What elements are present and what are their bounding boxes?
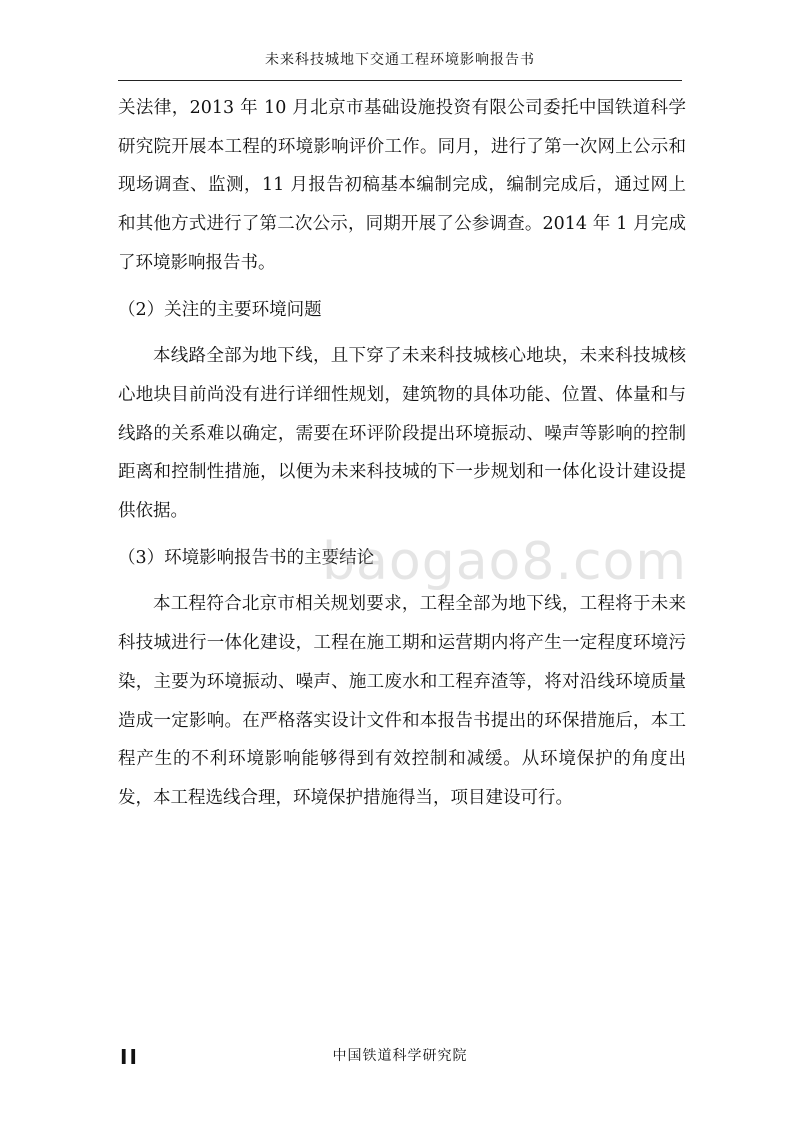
- watermark: baogao8.com: [322, 532, 688, 592]
- paragraph-3: 本工程符合北京市相关规划要求，工程全部为地下线，工程将于未来科技城进行一体化建设，工程在施工期和运营期内将产生一定程度环境污染，主要为环境振动、噪声、施工废水和工程弃渣等，将对沿线环境质量造成一定影响。在严格落实设计文件和本报告书提出的环保措施后，本工程产生的不利环境影响能够得到有效控制和减缓。从环境保护的角度出发，本工程选线合理，环境保护措施得当，项目建设可行。: [118, 594, 686, 808]
- section-heading-3: （3）环境影响报告书的主要结论: [118, 547, 375, 568]
- paragraph-1: 关法律，2013 年 10 月北京市基础设施投资有限公司委托中国铁道科学研究院开展本工程的环境影响评价工作。同月，进行了第一次网上公示和现场调查、监测，11 月报告初稿基本编制完成，编制完成后，通过网上和其他方式进行了第二次公示，同期开展了公参调查。2014 年 1 月完成了环境影响报告书。: [118, 98, 686, 273]
- document-body: [118, 89, 686, 818]
- page-number: II: [120, 1045, 139, 1069]
- section-heading-2: （2）关注的主要环境问题: [118, 299, 322, 320]
- header-title: 未来科技城地下交通工程环境影响报告书: [265, 52, 535, 68]
- page-header: [118, 50, 682, 81]
- paragraph-2: 本线路全部为地下线，且下穿了未来科技城核心地块，未来科技城核心地块目前尚没有进行详细性规划，建筑物的具体功能、位置、体量和与线路的关系难以确定，需要在环评阶段提出环境振动、噪声等影响的控制距离和控制性措施，以便为未来科技城的下一步规划和一体化设计建设提供依据。: [118, 346, 686, 522]
- footer-organization: 中国铁道科学研究院: [332, 1048, 468, 1064]
